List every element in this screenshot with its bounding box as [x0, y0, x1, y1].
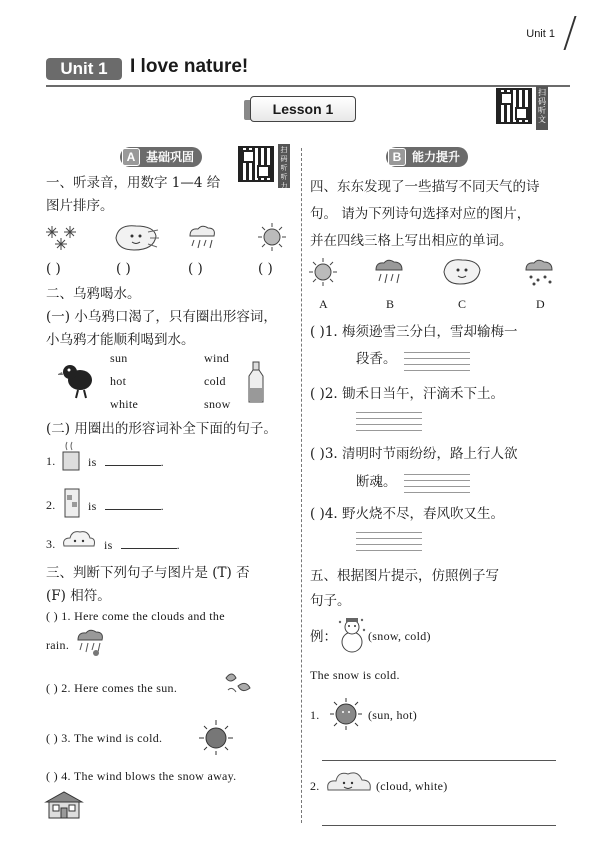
q1-bracket-1[interactable]: ( ) [46, 261, 61, 277]
q4-line3: 并在四线三格上写出相应的单词。 [310, 233, 513, 249]
snow-option-icon [522, 256, 556, 288]
poem-bracket-3[interactable]: ( ) [310, 446, 325, 462]
q3-line2: (F) 相符。 [46, 588, 111, 604]
rain-cloud-picture [74, 628, 106, 658]
example-label: 例： [310, 629, 337, 645]
q3-item-3: ( ) 3. The wind is cold. [46, 731, 163, 745]
crow-icon [58, 358, 98, 400]
snowflake-icon [44, 222, 80, 252]
q5-num-2: 2. [310, 779, 320, 793]
blank-3[interactable] [121, 537, 177, 549]
blank-2[interactable] [105, 498, 161, 510]
q1-line2: 图片排序。 [46, 198, 114, 214]
sentence-is-3: is . [104, 538, 180, 552]
option-label-a: A [319, 297, 328, 311]
poem-1-cont: 段香。 [356, 351, 397, 367]
unit-badge: Unit 1 [46, 58, 122, 80]
q3-bracket-4[interactable]: ( ) [46, 769, 58, 783]
q3-bracket-3[interactable]: ( ) [46, 731, 58, 745]
sun-option-icon [306, 256, 340, 288]
word-white[interactable]: white [110, 397, 139, 411]
poem-1: ( )1. 梅须逊雪三分白，雪却输梅一 [310, 324, 518, 340]
house-snow-icon [44, 790, 84, 822]
q4-line1: 四、东东发现了一些描写不同天气的诗 [310, 179, 540, 195]
four-line-grid-2[interactable] [356, 412, 422, 432]
q2-title: 二、乌鸦喝水。 [46, 286, 141, 302]
cloud-icon [60, 528, 98, 554]
word-wind[interactable]: wind [204, 351, 230, 365]
q2-part1-line2: 小乌鸦才能顺利喝到水。 [46, 332, 195, 348]
four-line-grid-1[interactable] [404, 352, 470, 372]
q2-part2: (二) 用圈出的形容词补全下面的句子。 [46, 421, 277, 437]
word-cold[interactable]: cold [204, 374, 226, 388]
q5-line1: 五、根据图片提示，仿照例子写 [310, 568, 499, 584]
q5-line2: 句子。 [310, 593, 351, 609]
title-rule [46, 85, 570, 87]
snowman-icon [336, 616, 368, 654]
option-label-c: C [458, 297, 467, 311]
section-a-title: 基础巩固 [146, 150, 195, 164]
page-unit-tag: Unit 1 [526, 28, 555, 40]
word-sun[interactable]: sun [110, 351, 128, 365]
sun-icon [256, 222, 288, 252]
q3-line1: 三、判断下列句子与图片是 (T) 否 [46, 565, 250, 581]
q1-bracket-4[interactable]: ( ) [258, 261, 273, 277]
sentence-num-3: 3. [46, 537, 56, 551]
four-line-grid-4[interactable] [356, 532, 422, 552]
sentence-num-2: 2. [46, 498, 56, 512]
q5-hint-1: (sun, hot) [368, 708, 417, 722]
q5-num-1: 1. [310, 708, 320, 722]
rain-option-icon [372, 256, 406, 288]
section-b-letter: B [388, 148, 406, 166]
poem-3-cont: 断魂。 [356, 474, 397, 490]
wind-icon [110, 220, 160, 254]
wind-option-icon [440, 254, 484, 288]
rain-cloud-icon [184, 222, 220, 252]
section-a-badge [120, 147, 202, 167]
q3-bracket-1[interactable]: ( ) [46, 609, 58, 623]
poem-3: ( )3. 清明时节雨纷纷，路上行人欲 [310, 446, 518, 462]
q3-item-2: ( ) 2. Here comes the sun. [46, 681, 178, 695]
example-answer: The snow is cold. [310, 668, 400, 682]
lesson-title: Lesson 1 [250, 96, 356, 122]
q4-line2: 句。 请为下列诗句选择对应的图片， [310, 206, 531, 222]
four-line-grid-3[interactable] [404, 474, 470, 494]
poem-bracket-4[interactable]: ( ) [310, 506, 325, 522]
hot-sun-icon [326, 696, 366, 732]
unit-title: I love nature! [130, 56, 249, 77]
answer-line-2[interactable] [322, 825, 556, 826]
q1-bracket-2[interactable]: ( ) [116, 261, 131, 277]
hot-cup-icon [60, 440, 82, 472]
poem-4: ( )4. 野火烧不尽，春风吹又生。 [310, 506, 504, 522]
word-snow[interactable]: snow [204, 397, 231, 411]
q3-bracket-2[interactable]: ( ) [46, 681, 58, 695]
q5-hint-2: (cloud, white) [376, 779, 448, 793]
section-b-badge [386, 147, 468, 167]
answer-line-1[interactable] [322, 760, 556, 761]
qr-label: 扫码听听力 [278, 144, 290, 188]
corner-decoration [563, 16, 576, 50]
poem-2: ( )2. 锄禾日当午，汗滴禾下土。 [310, 386, 504, 402]
section-b-title: 能力提升 [412, 150, 461, 164]
cold-drink-icon [62, 486, 82, 520]
blank-1[interactable] [105, 454, 161, 466]
option-label-b: B [386, 297, 395, 311]
q1-line1: 一、听录音，用数字 1—4 给 [46, 175, 221, 191]
poem-bracket-2[interactable]: ( ) [310, 386, 325, 402]
sun-picture-icon [196, 716, 236, 756]
q3-item-4: ( ) 4. The wind blows the snow away. [46, 769, 237, 783]
bottle-icon [246, 360, 266, 404]
leaves-icon [220, 668, 256, 698]
sentence-is-2: is . [88, 499, 164, 513]
qr-code-icon [238, 146, 274, 182]
sentence-is-1: is . [88, 455, 164, 469]
q3-item-1: ( ) 1. Here come the clouds and the [46, 609, 225, 623]
word-hot[interactable]: hot [110, 374, 127, 388]
q1-bracket-3[interactable]: ( ) [188, 261, 203, 277]
option-label-d: D [536, 297, 545, 311]
column-divider [301, 148, 302, 823]
sentence-num-1: 1. [46, 454, 56, 468]
qr-code-icon [496, 88, 532, 124]
white-cloud-icon [324, 768, 374, 798]
section-a-letter: A [122, 148, 140, 166]
q2-part1-line1: (一) 小乌鸦口渴了，只有圈出形容词， [46, 309, 277, 325]
example-hint: (snow, cold) [368, 629, 431, 643]
q3-item-1-cont: rain. [46, 638, 70, 652]
qr-label: 扫码听文 [536, 86, 548, 130]
poem-bracket-1[interactable]: ( ) [310, 324, 325, 340]
